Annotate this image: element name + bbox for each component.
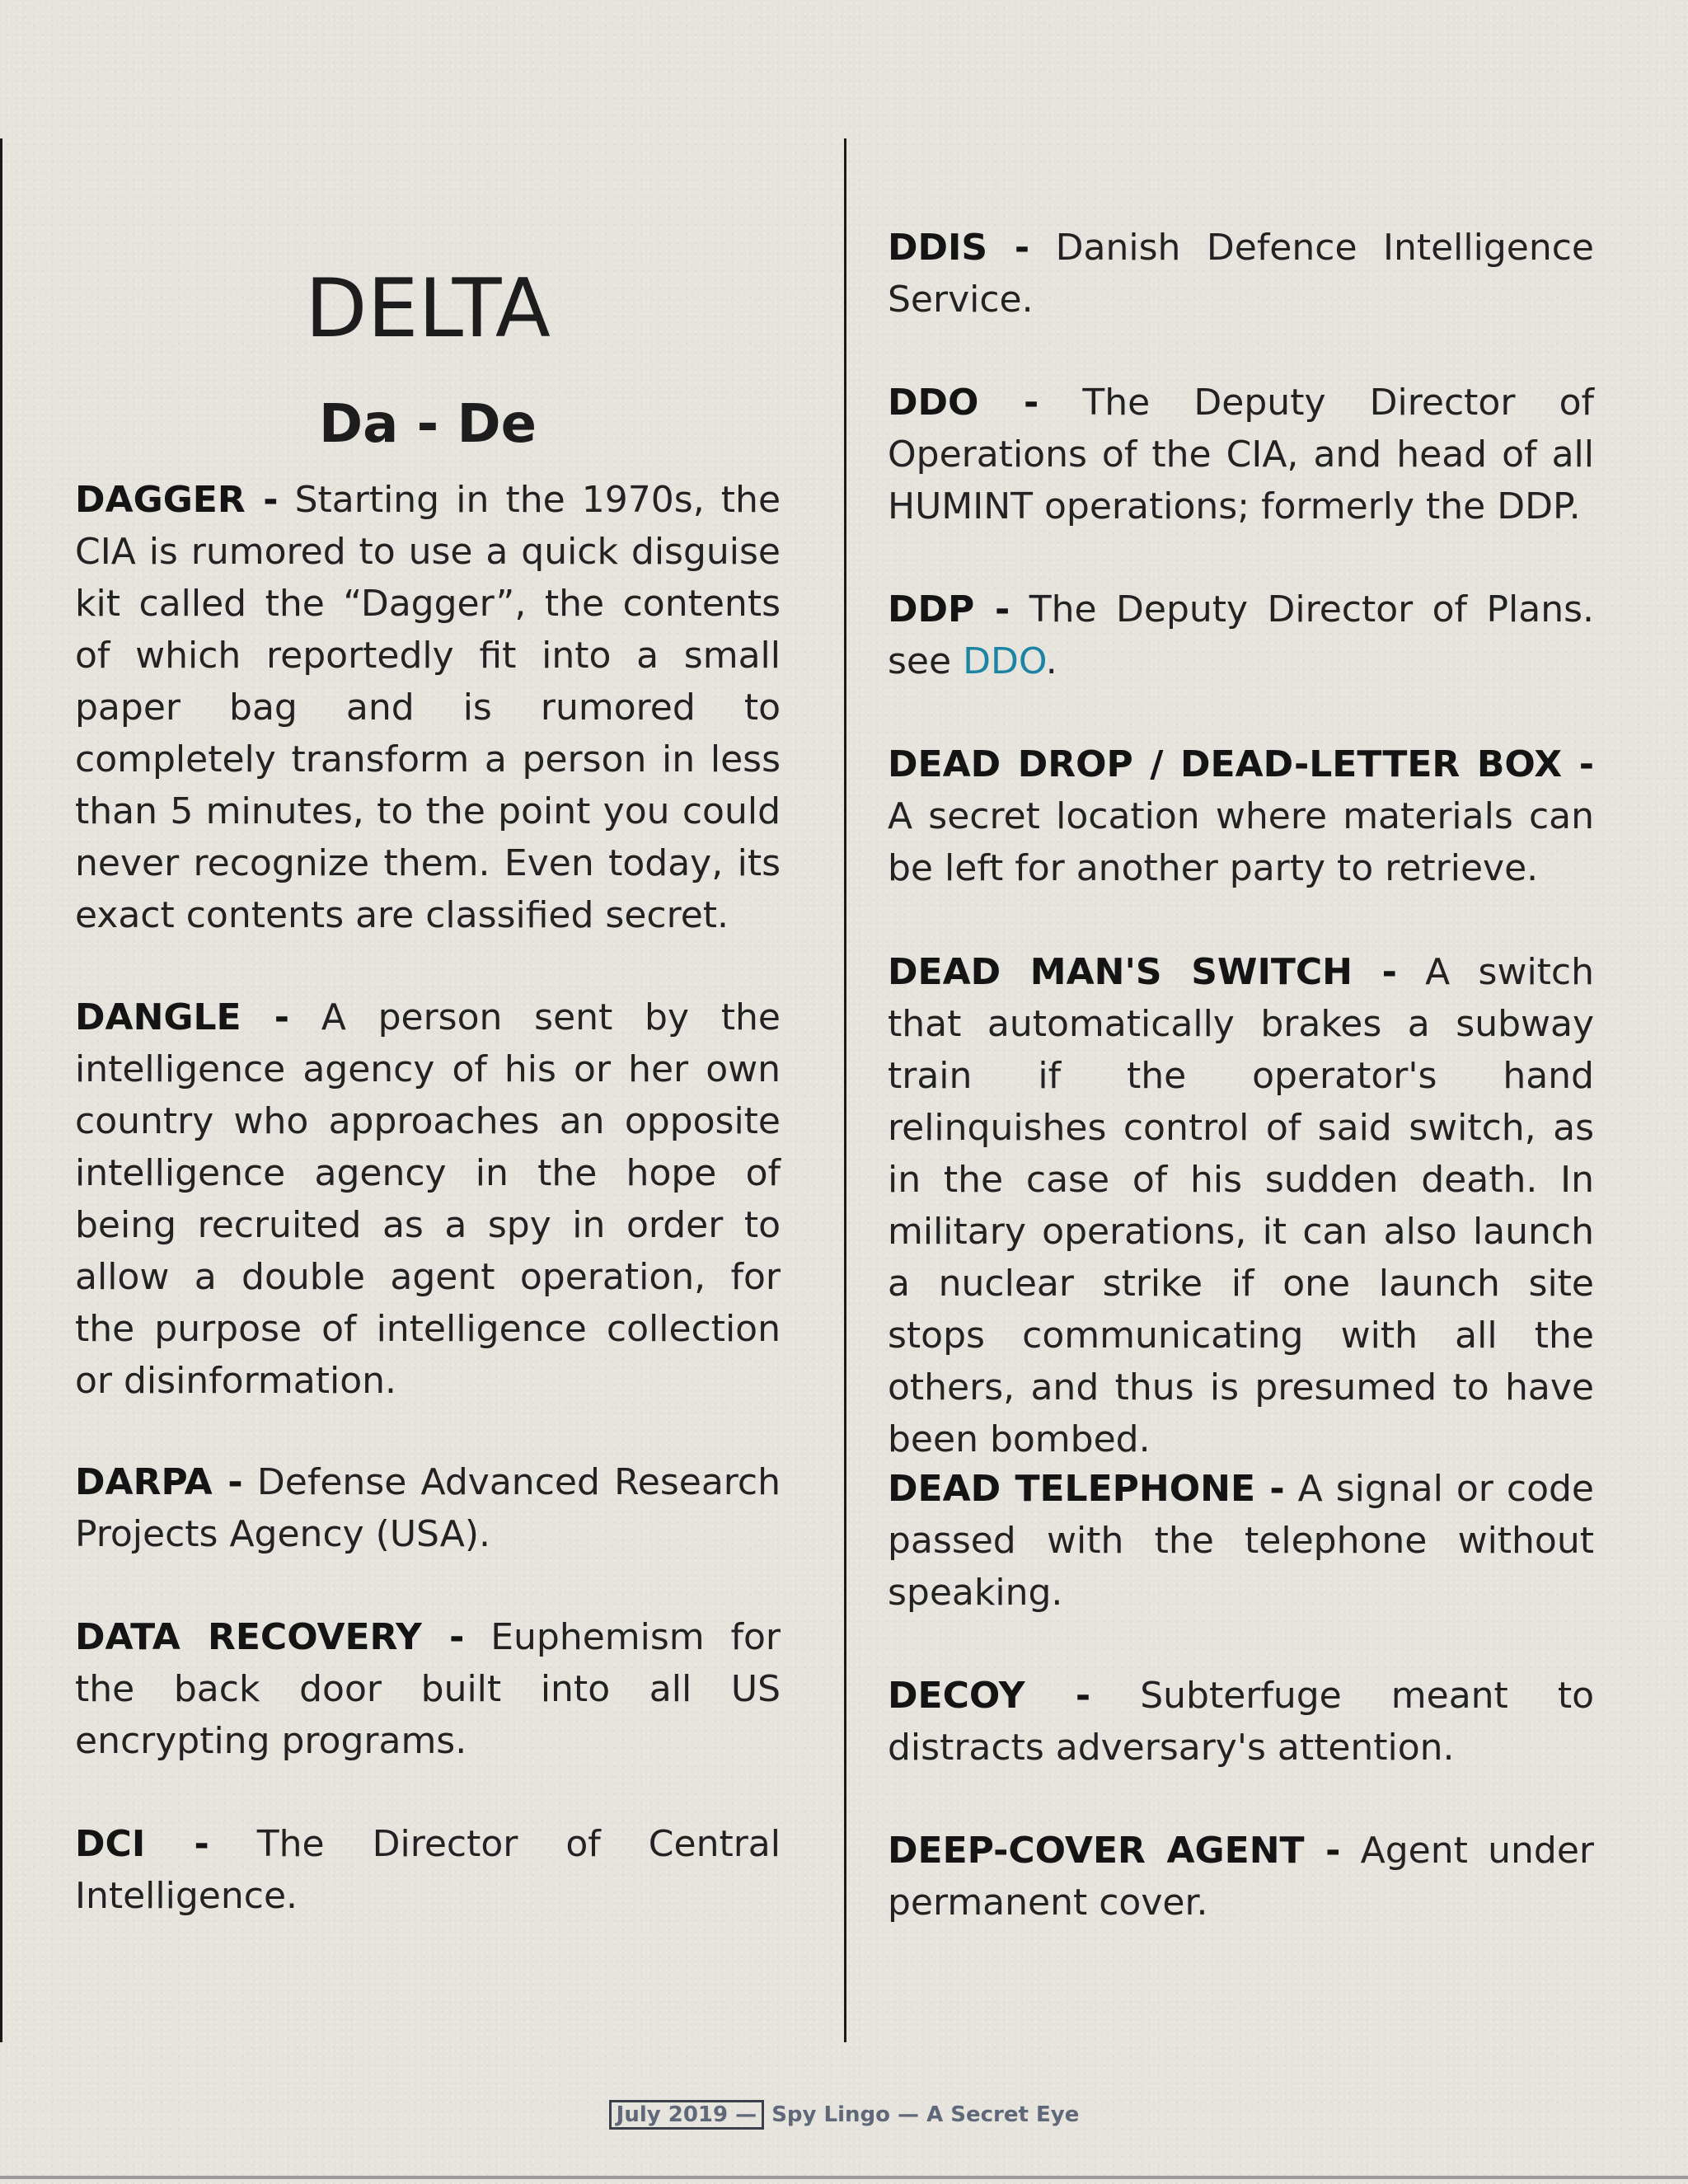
section-title: DELTA (305, 262, 551, 356)
entry-term: DDO - (888, 382, 1039, 424)
entry-definition: Defense Advanced Research Projects Agency (USA). (75, 1461, 781, 1555)
entry-definition: Euphemism for the back door built into all US encrypting programs. (75, 1616, 781, 1762)
entry-term: DEAD DROP / DEAD-LETTER BOX - (888, 743, 1594, 785)
entry-term: DANGLE - (75, 996, 289, 1038)
column-divider (844, 138, 846, 2042)
glossary-entry-data-recovery (75, 1611, 781, 1767)
section-range: Da - De (319, 394, 537, 455)
entry-definition: The Deputy Director of Plans. see (888, 588, 1594, 682)
glossary-entry-deep-cover-agent (888, 1825, 1594, 1929)
entry-term: DATA RECOVERY - (75, 1616, 465, 1658)
entry-term: DDIS - (888, 227, 1030, 269)
entry-term: DEAD MAN'S SWITCH - (888, 951, 1397, 993)
glossary-entry-dead-mans-switch (888, 946, 1594, 1465)
footer-title: Spy Lingo — A Secret Eye (764, 2102, 1080, 2127)
glossary-entry-dangle (75, 991, 781, 1407)
entry-definition: Agent under permanent cover. (888, 1830, 1595, 1924)
bottom-rule (0, 2176, 1688, 2179)
entry-definition: Danish Defence Intelligence Service. (888, 227, 1594, 321)
left-border-line (0, 138, 2, 2042)
glossary-entry-dagger (75, 474, 781, 941)
glossary-entry-ddis (888, 222, 1594, 326)
glossary-entry-dead-drop (888, 738, 1594, 894)
glossary-entry-darpa (75, 1456, 781, 1560)
glossary-entry-decoy (888, 1670, 1594, 1774)
glossary-entry-ddp (888, 583, 1594, 687)
entry-definition: The Director of Central Intelligence. (75, 1823, 781, 1917)
glossary-entry-dci (75, 1818, 781, 1922)
entry-definition: Starting in the 1970s, the CIA is rumored to use a quick disguise kit called the “Dagger”, the contents of which reportedly fit into a small paper bag and is rumored to completely transform a person in less than 5 minutes, to the point you could never recognize them. Even today, its exact contents are classified secret. (75, 479, 781, 936)
page-footer (0, 2100, 1688, 2130)
entry-definition: A switch that automatically brakes a subway train if the operator's hand relinquishes control of said switch, as in the case of his sudden death. In military operations, it can also launch a nuclear strike if one launch site stops communicating with all the others, and thus is presumed to have been bombed. (888, 951, 1594, 1460)
footer-date: July 2019 — (609, 2100, 765, 2130)
entry-definition: A secret location where materials can be left for another party to retrieve. (888, 795, 1594, 889)
entry-term: DECOY - (888, 1675, 1091, 1717)
entry-punctuation: . (1045, 640, 1057, 682)
entry-term: DARPA - (75, 1461, 243, 1503)
entry-term: DDP - (888, 588, 1010, 630)
entry-term: DCI - (75, 1823, 209, 1865)
glossary-entry-dead-telephone (888, 1463, 1594, 1619)
entry-term: DEEP-COVER AGENT - (888, 1830, 1341, 1872)
entry-definition: The Deputy Director of Operations of the CIA, and head of all HUMINT operations; formerly the DDP. (888, 382, 1595, 527)
entry-term: DAGGER - (75, 479, 279, 521)
ddo-link[interactable]: DDO (963, 640, 1046, 682)
entry-definition: A signal or code passed with the telephone without speaking. (888, 1468, 1594, 1614)
entry-definition: Subterfuge meant to distracts adversary's attention. (888, 1675, 1594, 1769)
entry-definition: A person sent by the intelligence agency of his or her own country who approaches an opposite intelligence agency in the hope of being recruited as a spy in order to allow a double agent operation, for the purpose of intelligence collection or disinformation. (75, 996, 781, 1402)
glossary-entry-ddo (888, 377, 1594, 532)
entry-term: DEAD TELEPHONE - (888, 1468, 1285, 1510)
